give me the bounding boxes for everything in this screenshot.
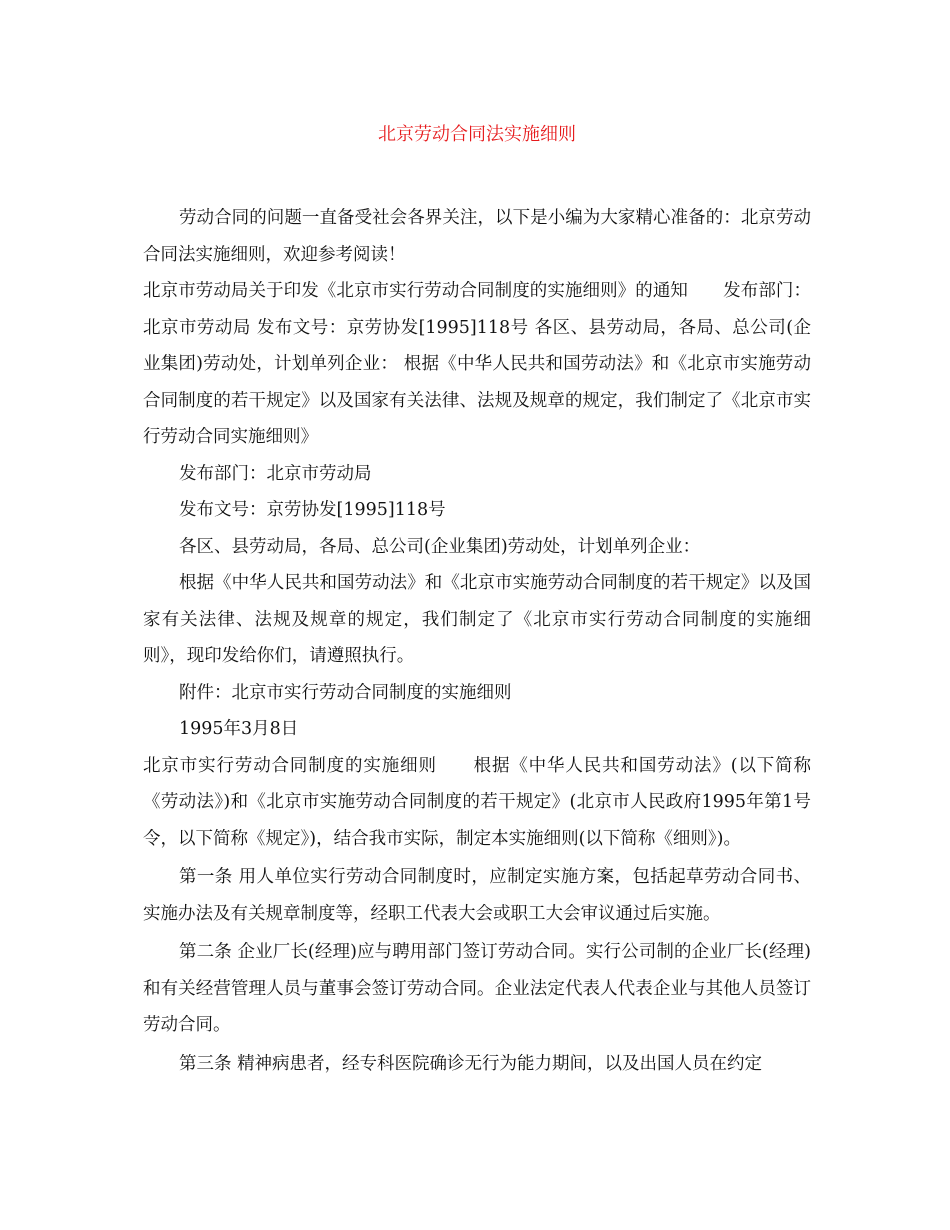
paragraph-basis: 根据《中华人民共和国劳动法》和《北京市实施劳动合同制度的若干规定》以及国家有关法律、法规及规章的规定，我们制定了《北京市实行劳动合同制度的实施细则》，现印发给你们，请遵照执行。	[143, 573, 811, 666]
paragraph-article-3: 第三条 精神病患者，经专科医院确诊无行为能力期间，以及出国人员在约定	[179, 1053, 763, 1074]
paragraph-intro: 劳动合同的问题一直备受社会各界关注，以下是小编为大家精心准备的：北京劳动合同法实施细则，欢迎参考阅读！	[143, 208, 811, 265]
document-title: 北京劳动合同法实施细则	[378, 124, 576, 145]
paragraph-rules-preamble: 北京市实行劳动合同制度的实施细则 根据《中华人民共和国劳动法》(以下简称《劳动法》)和《北京市实施劳动合同制度的若干规定》(北京市人民政府1995年第1号令，以下简称《规定》)，结合我市实际，制定本实施细则(以下简称《细则》)。	[143, 755, 811, 849]
paragraph-article-2: 第二条 企业厂长(经理)应与聘用部门签订劳动合同。实行公司制的企业厂长(经理)和有关经营管理人员与董事会签订劳动合同。企业法定代表人代表企业与其他人员签订劳动合同。	[143, 942, 811, 1035]
paragraph-doc-number: 发布文号：京劳协发[1995]118号	[179, 500, 446, 520]
paragraph-attachment: 附件：北京市实行劳动合同制度的实施细则	[179, 682, 512, 703]
paragraph-article-1: 第一条 用人单位实行劳动合同制度时，应制定实施方案，包括起草劳动合同书、实施办法及有关规章制度等，经职工代表大会或职工大会审议通过后实施。	[143, 867, 811, 924]
document-page	[143, 118, 811, 1082]
paragraph-date: 1995年3月8日	[179, 719, 299, 739]
paragraph-issuer: 发布部门：北京市劳动局	[179, 463, 372, 484]
paragraph-recipients: 各区、县劳动局，各局、总公司(企业集团)劳动处，计划单列企业：	[179, 536, 701, 557]
paragraph-notice: 北京市劳动局关于印发《北京市实行劳动合同制度的实施细则》的通知 发布部门：北京市劳动局 发布文号：京劳协发[1995]118号 各区、县劳动局，各局、总公司(企业集团)劳动处，计划单列企业： 根据《中华人民共和国劳动法》和《北京市实施劳动合同制度的若干规定》以及国家有关法律、法规及规章的规定，我们制定了《北京市实行劳动合同实施细则》	[143, 281, 811, 447]
